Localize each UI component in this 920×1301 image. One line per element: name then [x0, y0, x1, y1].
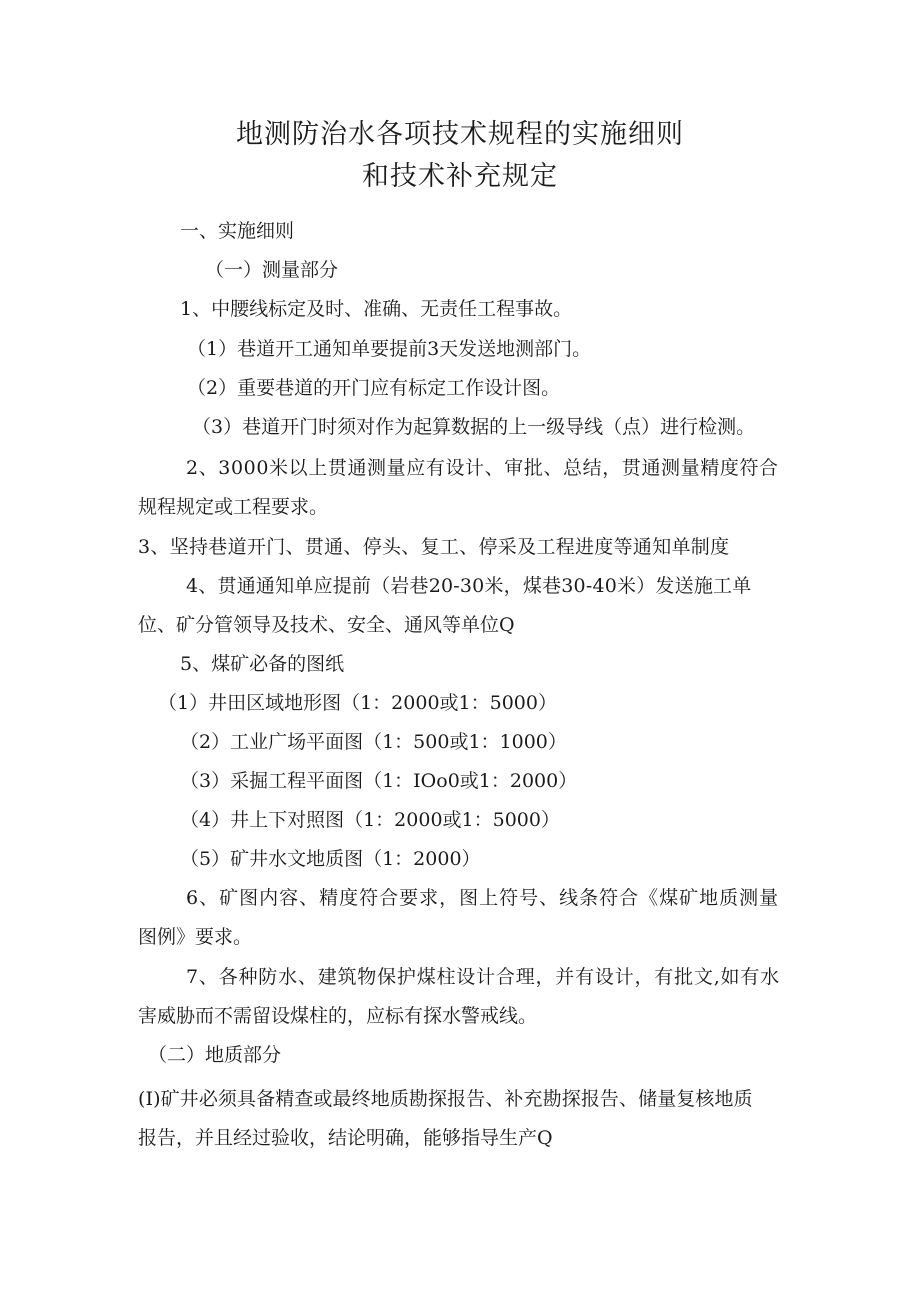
item-5-sub-2: （2）工业广场平面图（1：500或1：1000） [180, 731, 567, 753]
document-title-line-1: 地测防治水各项技术规程的实施细则 [236, 119, 684, 150]
item-1-sub-1: （1）巷道开工通知单要提前3天发送地测部门。 [187, 338, 592, 360]
item-4-line-1: 4、贯通通知单应提前（岩巷20-30米，煤巷30-40米）发送施工单 [186, 575, 752, 597]
item-7-line-2: 害威胁而不需留设煤柱的，应标有探水警戒线。 [138, 1005, 538, 1027]
geology-item-1-line-2: 报告，并且经过验收，结论明确，能够指导生产Q [138, 1127, 553, 1149]
geology-item-1-line-1: (I)矿井必须具备精查或最终地质勘探报告、补充勘探报告、储量复核地质 [138, 1088, 753, 1110]
section-heading: 一、实施细则 [180, 220, 295, 242]
document-title-line-2: 和技术补充规定 [362, 161, 558, 192]
item-4-line-2: 位、矿分管领导及技术、安全、通风等单位Q [138, 614, 515, 636]
item-6-line-1: 6、矿图内容、精度符合要求，图上符号、线条符合《煤矿地质测量 [186, 887, 780, 909]
item-6-line-2: 图例》要求。 [138, 926, 253, 948]
item-5-sub-4: （4）井上下对照图（1：2000或1：5000） [180, 809, 560, 831]
item-3: 3、坚持巷道开门、贯通、停头、复工、停采及工程进度等通知单制度 [138, 536, 730, 558]
item-1-sub-2: （2）重要巷道的开门应有标定工作设计图。 [187, 377, 561, 399]
item-5: 5、煤矿必备的图纸 [180, 653, 345, 675]
subsection-heading: （一）测量部分 [205, 259, 339, 281]
item-5-sub-3: （3）采掘工程平面图（1：IOo0或1：2000） [180, 770, 578, 792]
item-1: 1、中腰线标定及时、准确、无责任工程事故。 [180, 298, 573, 320]
subsection-heading-2: （二）地质部分 [148, 1044, 282, 1066]
item-2-line-2: 规程规定或工程要求。 [138, 496, 329, 518]
item-5-sub-1: （1）井田区域地形图（1：2000或1：5000） [158, 692, 557, 714]
item-1-sub-3: （3）巷道开门时须对作为起算数据的上一级导线（点）进行检测。 [192, 416, 756, 438]
item-2-line-1: 2、3000米以上贯通测量应有设计、审批、总结，贯通测量精度符合 [186, 457, 779, 479]
item-5-sub-5: （5）矿井水文地质图（1：2000） [180, 848, 481, 870]
item-7-line-1: 7、各种防水、建筑物保护煤柱设计合理，并有设计，有批文,如有水 [186, 966, 780, 988]
